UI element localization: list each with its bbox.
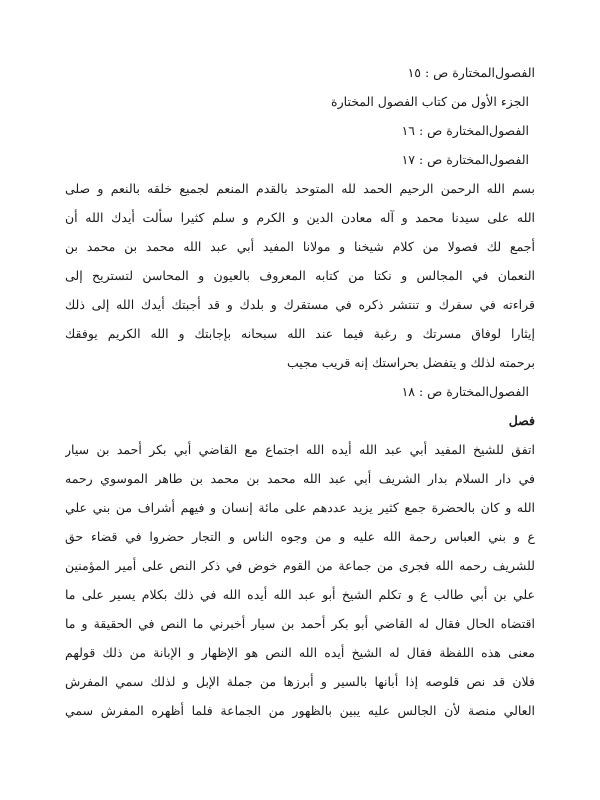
body-line: الله و كان بالحضرة جمع كثير يزيد عددهم على مائة إنسان و فيهم أشراف من بني علي bbox=[65, 500, 535, 515]
intro-line: قراءته في سفرك و تنتشر ذكره في مستقرك و بلدك و قد أجبتك أيدك الله إلى ذلك bbox=[65, 297, 535, 312]
page-marker-18: الفصول‌المختارة ص : ١٨ bbox=[401, 384, 529, 399]
page-marker-16: الفصول‌المختارة ص : ١٦ bbox=[401, 123, 529, 138]
body-line: ع و بني العباس رحمة الله عليه و من وجوه الناس و التجار حضروا في قضاء حق bbox=[65, 529, 535, 544]
body-line: علي بن أبي طالب ع و تكلم الشيخ أبو عبد الله أيده الله في ذلك بكلام يسير على ما bbox=[65, 587, 535, 602]
intro-line: برحمته لذلك و يتفضل بحراستك إنه قريب مجيب bbox=[286, 355, 535, 370]
body-line: العالي منصة لأن الجالس عليه يبين بالظهور من الجماعة فلما أظهره المفرش سمي bbox=[65, 703, 535, 718]
body-line: فلان قد نص قلوصه إذا أبانها بالسير و أبرزها من جملة الإبل و لذلك سمي المفرش bbox=[65, 674, 535, 689]
intro-line: الله على سيدنا محمد و آله معادن الدين و الكرم و سلم كثيرا سألت أيدك الله أن bbox=[65, 210, 535, 225]
volume-title: الجزء الأول من كتاب الفصول المختارة bbox=[331, 94, 529, 109]
body-line: اتفق للشيخ المفيد أبي عبد الله أيده الله اجتماع مع القاضي أبي بكر أحمد بن سيار bbox=[65, 442, 535, 457]
section-heading: فصل bbox=[508, 413, 535, 428]
body-line: اقتضاه الحال فقال له القاضي أبو بكر أحمد بن سيار أخبرني ما النص في الحقيقة و ما bbox=[65, 616, 535, 631]
intro-line: أجمع لك فصولا من كلام شيخنا و مولانا المفيد أبي عبد الله محمد بن محمد بن bbox=[65, 239, 535, 254]
document-page bbox=[65, 58, 535, 725]
body-line: معنى هذه اللفظة فقال له الشيخ أيده الله النص هو الإظهار و الإبانة من ذلك قولهم bbox=[65, 645, 535, 660]
intro-line: إيثارا لوفاق مسرتك و رغبة فيما عند الله سبحانه بإجابتك و الله الكريم يوفقك bbox=[65, 326, 535, 341]
page-marker-15: الفصول‌المختارة ص : ١٥ bbox=[407, 65, 535, 80]
body-line: في دار السلام بدار الشريف أبي عبد الله محمد بن محمد بن طاهر الموسوي رحمه bbox=[65, 471, 535, 486]
body-line: للشريف رحمه الله فجرى من جماعة من القوم خوض في ذكر النص على أمير المؤمنين bbox=[65, 558, 535, 573]
intro-line: بسم الله الرحمن الرحيم الحمد لله المتوحد بالقدم المنعم لجميع خلقه بالنعم و صلى bbox=[65, 181, 535, 196]
intro-line: النعمان في المجالس و نكتا من كتابه المعروف بالعيون و المحاسن لتستريح إلى bbox=[65, 268, 535, 283]
page-marker-17: الفصول‌المختارة ص : ١٧ bbox=[401, 152, 529, 167]
